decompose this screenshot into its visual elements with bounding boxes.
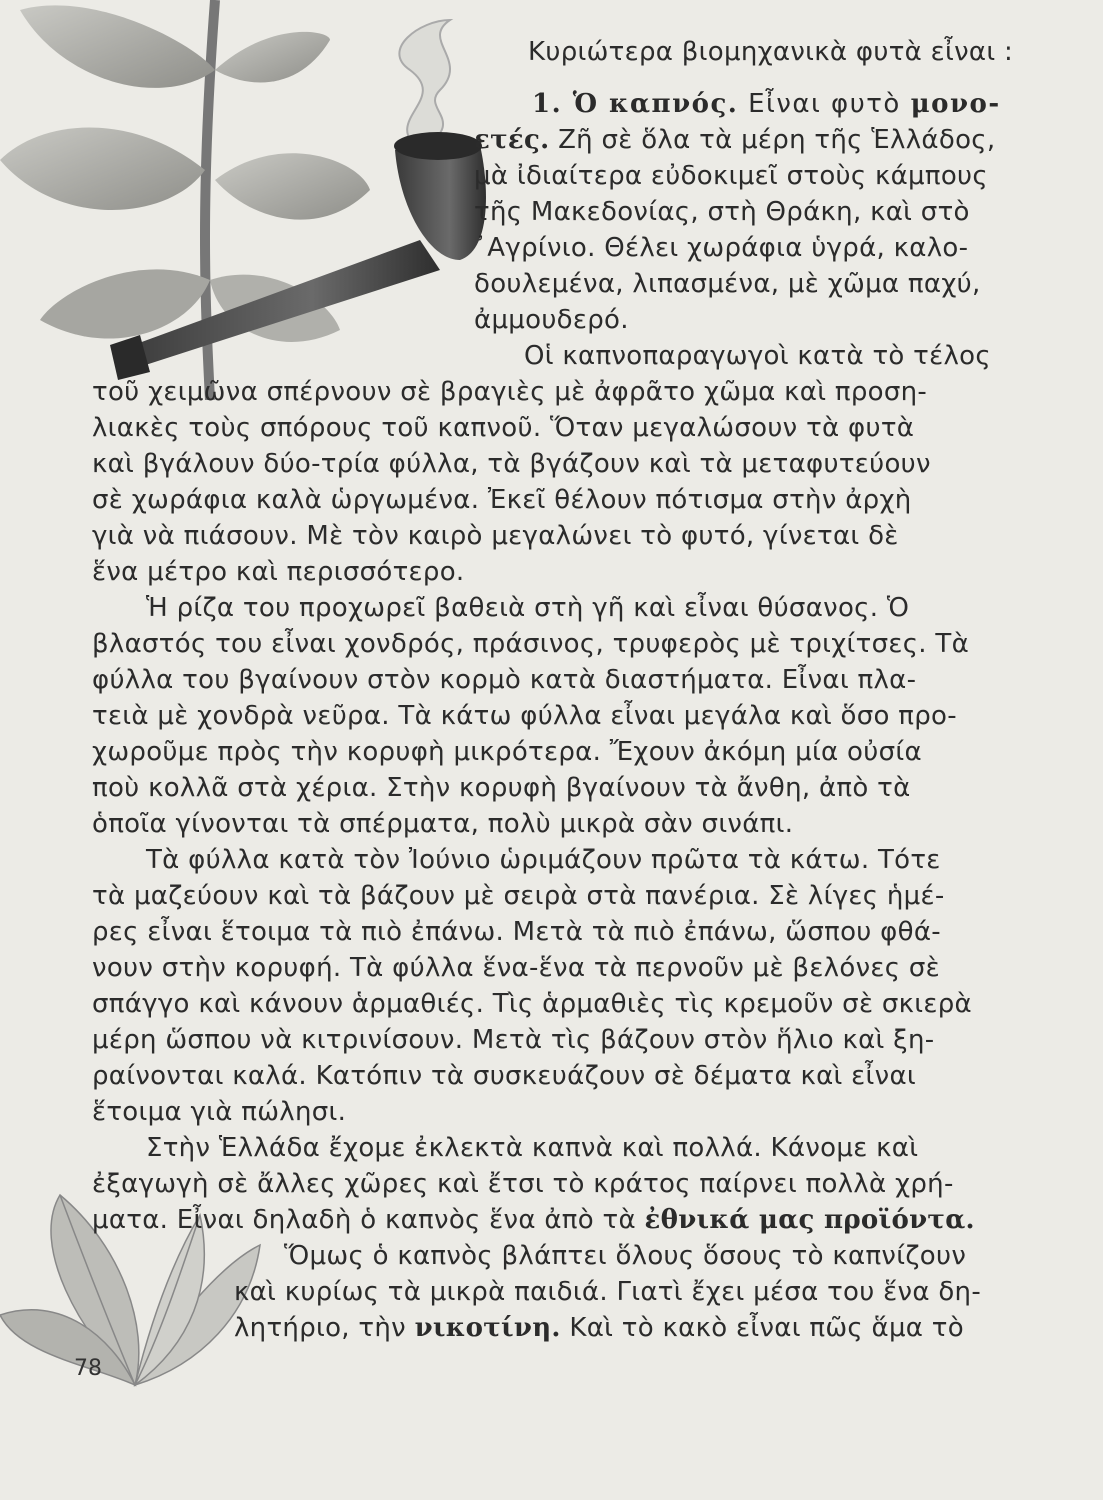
text-line: ραίνονται καλά. Κατόπιν τὰ συσκευάζουν σὲ δέματα καὶ εἶναι — [92, 1061, 916, 1091]
text-line: τοῦ χειμῶνα σπέρνουν σὲ βραγιὲς μὲ ἀφρᾶτο χῶμα καὶ προση- — [92, 377, 928, 407]
text-line: Κυριώτερα βιομηχανικὰ φυτὰ εἶναι : — [528, 37, 1014, 67]
text-line: λιακὲς τοὺς σπόρους τοῦ καπνοῦ. Ὅταν μεγαλώσουν τὰ φυτὰ — [92, 413, 915, 443]
text-line: ἀμμουδερό. — [474, 305, 629, 335]
text-line: τειὰ μὲ χονδρὰ νεῦρα. Τὰ κάτω φύλλα εἶναι μεγάλα καὶ ὅσο προ- — [92, 701, 957, 731]
text-line: ποὺ κολλᾶ στὰ χέρια. Στὴν κορυφὴ βγαίνουν τὰ ἄνθη, ἀπὸ τὰ — [92, 773, 911, 803]
text-line: καὶ βγάλουν δύο-τρία φύλλα, τὰ βγάζουν καὶ τὰ μεταφυτεύουν — [92, 449, 931, 479]
text-line: δουλεμένα, λιπασμένα, μὲ χῶμα παχύ, — [474, 269, 981, 299]
text-span: ματα. Εἶναι δηλαδὴ ὁ καπνὸς ἕνα ἀπὸ τὰ — [92, 1205, 645, 1235]
text-line: ρες εἶναι ἕτοιμα τὰ πιὸ ἐπάνω. Μετὰ τὰ πιὸ ἐπάνω, ὥσπου φθά- — [92, 917, 941, 947]
text-line: μέρη ὥσπου νὰ κιτρινίσουν. Μετὰ τὶς βάζουν στὸν ἥλιο καὶ ξη- — [92, 1025, 935, 1055]
text-line: γιὰ νὰ πιάσουν. Μὲ τὸν καιρὸ μεγαλώνει τὸ φυτό, γίνεται δὲ — [92, 521, 899, 551]
page-number: 78 — [74, 1356, 102, 1381]
text-line: ἕτοιμα γιὰ πώλησι. — [92, 1097, 347, 1127]
text-line: χωροῦμε πρὸς τὴν κορυφὴ μικρότερα. Ἔχουν ἀκόμη μία οὐσία — [92, 737, 922, 767]
text-line: Τὰ φύλλα κατὰ τὸν Ἰούνιο ὡριμάζουν πρῶτα τὰ κάτω. Τότε — [146, 845, 941, 875]
bold-term: ετές. — [474, 125, 550, 155]
text-line: ᾿Αγρίνιο. Θέλει χωράφια ὑγρά, καλο- — [474, 233, 969, 263]
bold-term: ἐθνικά μας προϊόντα. — [644, 1205, 975, 1235]
text-line: τὰ μαζεύουν καὶ τὰ βάζουν μὲ σειρὰ στὰ πανέρια. Σὲ λίγες ἡμέ- — [92, 881, 945, 911]
text-span: Καὶ τὸ κακὸ εἶναι πῶς ἅμα τὸ — [560, 1313, 964, 1343]
text-line: ὁποῖα γίνονται τὰ σπέρματα, πολὺ μικρὰ σὰν σινάπι. — [92, 809, 794, 839]
text-span: Ζῆ σὲ ὅλα τὰ μέρη τῆς Ἑλλάδος, — [549, 125, 996, 155]
text-line: ἕνα μέτρο καὶ περισσότερο. — [92, 557, 465, 587]
text-line: φύλλα του βγαίνουν στὸν κορμὸ κατὰ διαστήματα. Εἶναι πλα- — [92, 665, 917, 695]
text-line — [234, 1310, 964, 1346]
text-line: Στὴν Ἑλλάδα ἔχομε ἐκλεκτὰ καπνὰ καὶ πολλά. Κάνομε καὶ — [146, 1133, 919, 1163]
text-line: ἐξαγωγὴ σὲ ἄλλες χῶρες καὶ ἔτσι τὸ κράτος παίρνει πολλὰ χρή- — [92, 1169, 954, 1199]
text-line: Οἱ καπνοπαραγωγοὶ κατὰ τὸ τέλος — [524, 341, 991, 371]
text-line: βλαστός του εἶναι χονδρός, πράσινος, τρυφερὸς μὲ τριχίτσες. Τὰ — [92, 629, 970, 659]
text-line — [474, 122, 995, 158]
text-line: Ὅμως ὁ καπνὸς βλάπτει ὅλους ὅσους τὸ καπνίζουν — [284, 1241, 967, 1271]
text-line: σπάγγο καὶ κάνουν ἁρμαθιές. Τὶς ἁρμαθιὲς τὶς κρεμοῦν σὲ σκιερὰ — [92, 989, 972, 1019]
text-span: λητήριο, τὴν — [234, 1313, 415, 1343]
text-span: Εἶναι φυτὸ — [738, 89, 911, 119]
text-line: μὰ ἰδιαίτερα εὐδοκιμεῖ στοὺς κάμπους — [474, 161, 988, 191]
text-line — [532, 86, 1001, 122]
heading-tobacco: 1. Ὁ καπνός. — [532, 89, 739, 119]
text-line: τῆς Μακεδονίας, στὴ Θράκη, καὶ στὸ — [474, 197, 970, 227]
tobacco-pipe-illustration — [0, 0, 520, 400]
text-line — [92, 1202, 975, 1238]
bold-term: νικοτίνη. — [414, 1313, 561, 1343]
bold-term: μονο- — [910, 89, 1001, 119]
text-line: καὶ κυρίως τὰ μικρὰ παιδιά. Γιατὶ ἔχει μέσα του ἕνα δη- — [234, 1277, 982, 1307]
text-line: σὲ χωράφια καλὰ ὡργωμένα. Ἐκεῖ θέλουν πότισμα στὴν ἀρχὴ — [92, 485, 912, 515]
text-line: νουν στὴν κορυφή. Τὰ φύλλα ἕνα-ἕνα τὰ περνοῦν μὲ βελόνες σὲ — [92, 953, 940, 983]
text-line: Ἡ ρίζα του προχωρεῖ βαθειὰ στὴ γῆ καὶ εἶναι θύσανος. Ὁ — [146, 593, 910, 623]
